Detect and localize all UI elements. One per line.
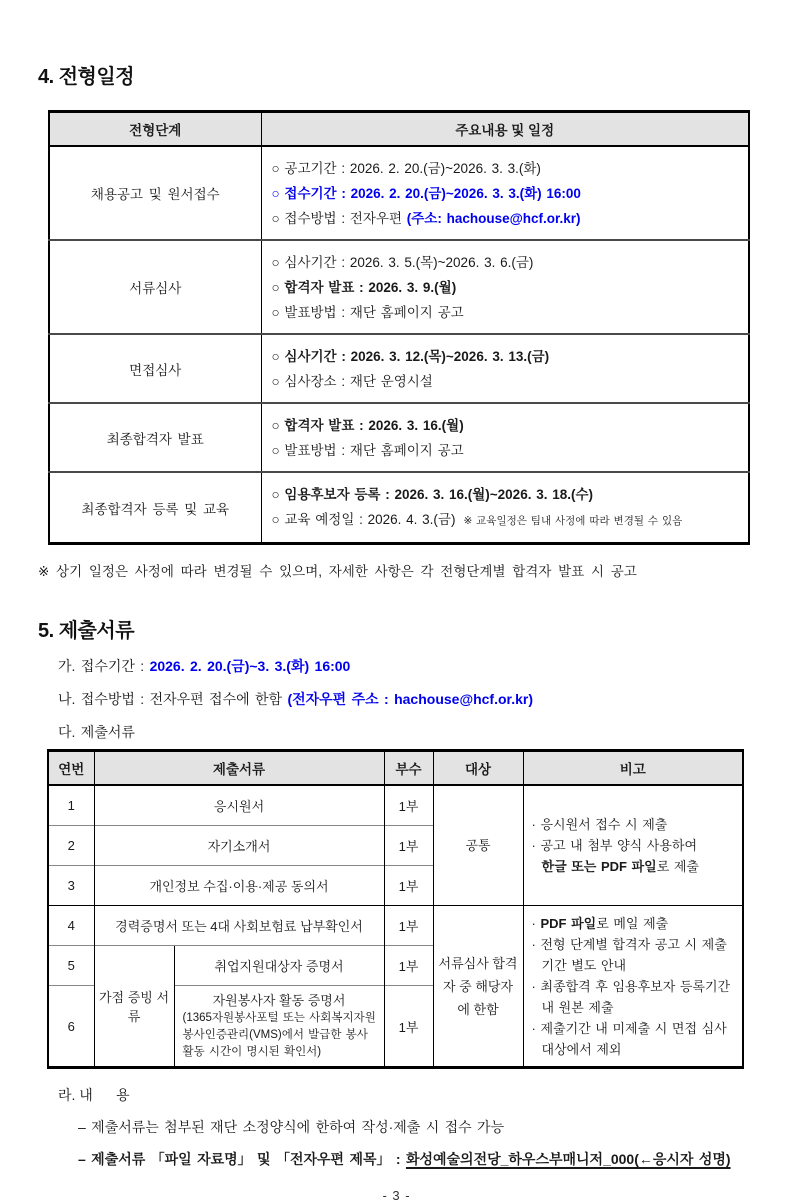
- doc-copies: 1부: [384, 826, 433, 866]
- note-text: 로 메일 제출: [596, 915, 669, 931]
- doc-name: 경력증명서 또는 4대 사회보험료 납부확인서: [94, 906, 384, 946]
- schedule-col-stage: 전형단계: [49, 112, 261, 147]
- doc-name-cell: [174, 986, 384, 1068]
- content-cell: [261, 146, 749, 240]
- schedule-line: ○ 심사기간 : 2026. 3. 5.(목)~2026. 3. 6.(금): [271, 254, 534, 270]
- note-line: · 제출기간 내 미제출 시 면접 심사 대상에서 제외: [531, 1020, 727, 1057]
- schedule-row-final: [49, 403, 749, 472]
- doc-row-4: [48, 906, 743, 946]
- item-content-label: 라. 내 용: [58, 1087, 130, 1103]
- col-target: 대상: [433, 751, 523, 786]
- note-common-cell: [523, 785, 743, 906]
- reception-email: (전자우편 주소 : hachouse@hcf.or.kr): [287, 691, 533, 707]
- content-cell: [261, 334, 749, 403]
- col-copies: 부수: [384, 751, 433, 786]
- stage-cell: 채용공고 및 원서접수: [49, 146, 261, 240]
- doc-name: 취업지원대상자 증명서: [174, 946, 384, 986]
- doc-no: 2: [48, 826, 94, 866]
- schedule-line: ○ 발표방법 : 재단 홈페이지 공고: [271, 442, 464, 458]
- stage-cell: 최종합격자 등록 및 교육: [49, 472, 261, 544]
- bonus-group-label: 가점 증빙 서류: [94, 946, 174, 1068]
- schedule-line: [272, 507, 739, 534]
- note-conditional-cell: [523, 906, 743, 1068]
- schedule-line-bold: ○ 임용후보자 등록 : 2026. 3. 16.(월)~2026. 3. 18.(수): [271, 486, 594, 502]
- stage-cell: 최종합격자 발표: [49, 403, 261, 472]
- section-title-schedule: 4. 전형일정: [38, 66, 135, 88]
- schedule-line-bold: ○ 합격자 발표 : 2026. 3. 9.(월): [271, 279, 457, 295]
- content-cell: [261, 240, 749, 334]
- schedule-row-docscreen: [49, 240, 749, 334]
- item-label: 가. 접수기간 :: [58, 658, 150, 674]
- schedule-line: ○ 발표방법 : 재단 홈페이지 공고: [271, 304, 464, 320]
- doc-copies: 1부: [384, 785, 433, 826]
- dash2-label: – 제출서류 「파일 자료명」 및 「전자우편 제목」 :: [78, 1151, 406, 1167]
- schedule-line-bold: ○ 합격자 발표 : 2026. 3. 16.(월): [271, 417, 464, 433]
- schedule-row-interview: [49, 334, 749, 403]
- schedule-row-register: [49, 472, 749, 544]
- documents-header-row: [48, 751, 743, 786]
- doc-no: 5: [48, 946, 94, 986]
- content-cell: [261, 403, 749, 472]
- line-text: ○ 교육 예정일 : 2026. 4. 3.(금): [271, 511, 456, 527]
- col-doc: 제출서류: [94, 751, 384, 786]
- item-label: 나. 접수방법 : 전자우편 접수에 한함: [58, 691, 288, 707]
- doc-name: 응시원서: [94, 785, 384, 826]
- note-line: · 전형 단계별 합격자 공고 시 제출 기간 별도 안내: [531, 936, 727, 973]
- note-text: 로 제출: [656, 859, 699, 874]
- item-reception-method: [58, 689, 793, 709]
- col-no: 연번: [48, 751, 94, 786]
- email-address: (주소: hachouse@hcf.or.kr): [406, 210, 581, 226]
- doc-copies: 1부: [384, 866, 433, 906]
- doc-detail: (1365자원봉사포털 또는 사회복지자원봉사인증관리(VMS)에서 발급한 봉사활동 시간이 명시된 확인서): [182, 1012, 376, 1058]
- note-line: [532, 856, 735, 877]
- doc-no: 3: [48, 866, 94, 906]
- content-dash-line-2: [78, 1149, 793, 1169]
- doc-no: 4: [48, 906, 94, 946]
- education-note: ※ 교육일정은 팀내 사정에 따라 변경될 수 있음: [463, 514, 683, 527]
- target-conditional-cell: 서류심사 합격자 중 해당자에 한함: [433, 906, 523, 1068]
- note-bold-text: PDF 파일: [540, 915, 597, 931]
- doc-name: 자원봉사자 활동 증명서: [212, 993, 346, 1008]
- reception-period-value: 2026. 2. 20.(금)~3. 3.(화) 16:00: [149, 658, 351, 674]
- doc-copies: 1부: [384, 906, 433, 946]
- note-line: · 응시원서 접수 시 제출: [531, 817, 668, 832]
- note-line: · 공고 내 첨부 양식 사용하여: [531, 838, 698, 853]
- item-reception-period: [58, 656, 793, 676]
- schedule-row-apply: [49, 146, 749, 240]
- doc-name: 개인정보 수집·이용·제공 동의서: [94, 866, 384, 906]
- doc-name: 자기소개서: [94, 826, 384, 866]
- schedule-line: [272, 206, 739, 231]
- documents-table: [47, 749, 744, 1069]
- target-common-cell: 공통: [433, 785, 523, 906]
- schedule-table: [48, 110, 750, 545]
- note-bold-text: 한글 또는 PDF 파일: [541, 859, 657, 874]
- schedule-footnote: ※ 상기 일정은 사정에 따라 변경될 수 있으며, 자세한 사항은 각 전형단계별 합격자 발표 시 공고: [38, 564, 637, 579]
- doc-copies: 1부: [384, 946, 433, 986]
- item-submission-docs: 다. 제출서류: [58, 724, 135, 740]
- schedule-line-bold: ○ 심사기간 : 2026. 3. 12.(목)~2026. 3. 13.(금): [271, 348, 550, 364]
- note-line: · 최종합격 후 임용후보자 등록기간 내 원본 제출: [531, 978, 731, 1015]
- content-cell: [261, 472, 749, 544]
- schedule-header-row: [49, 112, 749, 147]
- content-dash-line-1: – 제출서류는 첨부된 재단 소정양식에 한하여 작성·제출 시 접수 가능: [78, 1119, 505, 1135]
- doc-no: 1: [48, 785, 94, 826]
- schedule-line: ○ 심사장소 : 재단 운영시설: [271, 373, 433, 389]
- schedule-line: ○ 공고기간 : 2026. 2. 20.(금)~2026. 3. 3.(화): [271, 160, 541, 176]
- doc-copies: 1부: [384, 986, 433, 1068]
- note-line: [532, 913, 735, 934]
- section-title-documents: 5. 제출서류: [38, 620, 135, 642]
- note-text: ·: [531, 915, 541, 931]
- doc-no: 6: [48, 986, 94, 1068]
- line-text: ○ 접수방법 : 전자우편: [271, 210, 407, 226]
- col-note: 비고: [523, 751, 743, 786]
- schedule-line-highlight: ○ 접수기간 : 2026. 2. 20.(금)~2026. 3. 3.(화) 16:00: [271, 185, 581, 201]
- doc-row-1: [48, 785, 743, 826]
- stage-cell: 서류심사: [49, 240, 261, 334]
- file-naming-rule: 화성예술의전당_하우스부매니저_000(←응시자 성명): [405, 1151, 731, 1167]
- stage-cell: 면접심사: [49, 334, 261, 403]
- schedule-col-content: 주요내용 및 일정: [261, 112, 749, 147]
- page-number: - 3 -: [382, 1188, 411, 1203]
